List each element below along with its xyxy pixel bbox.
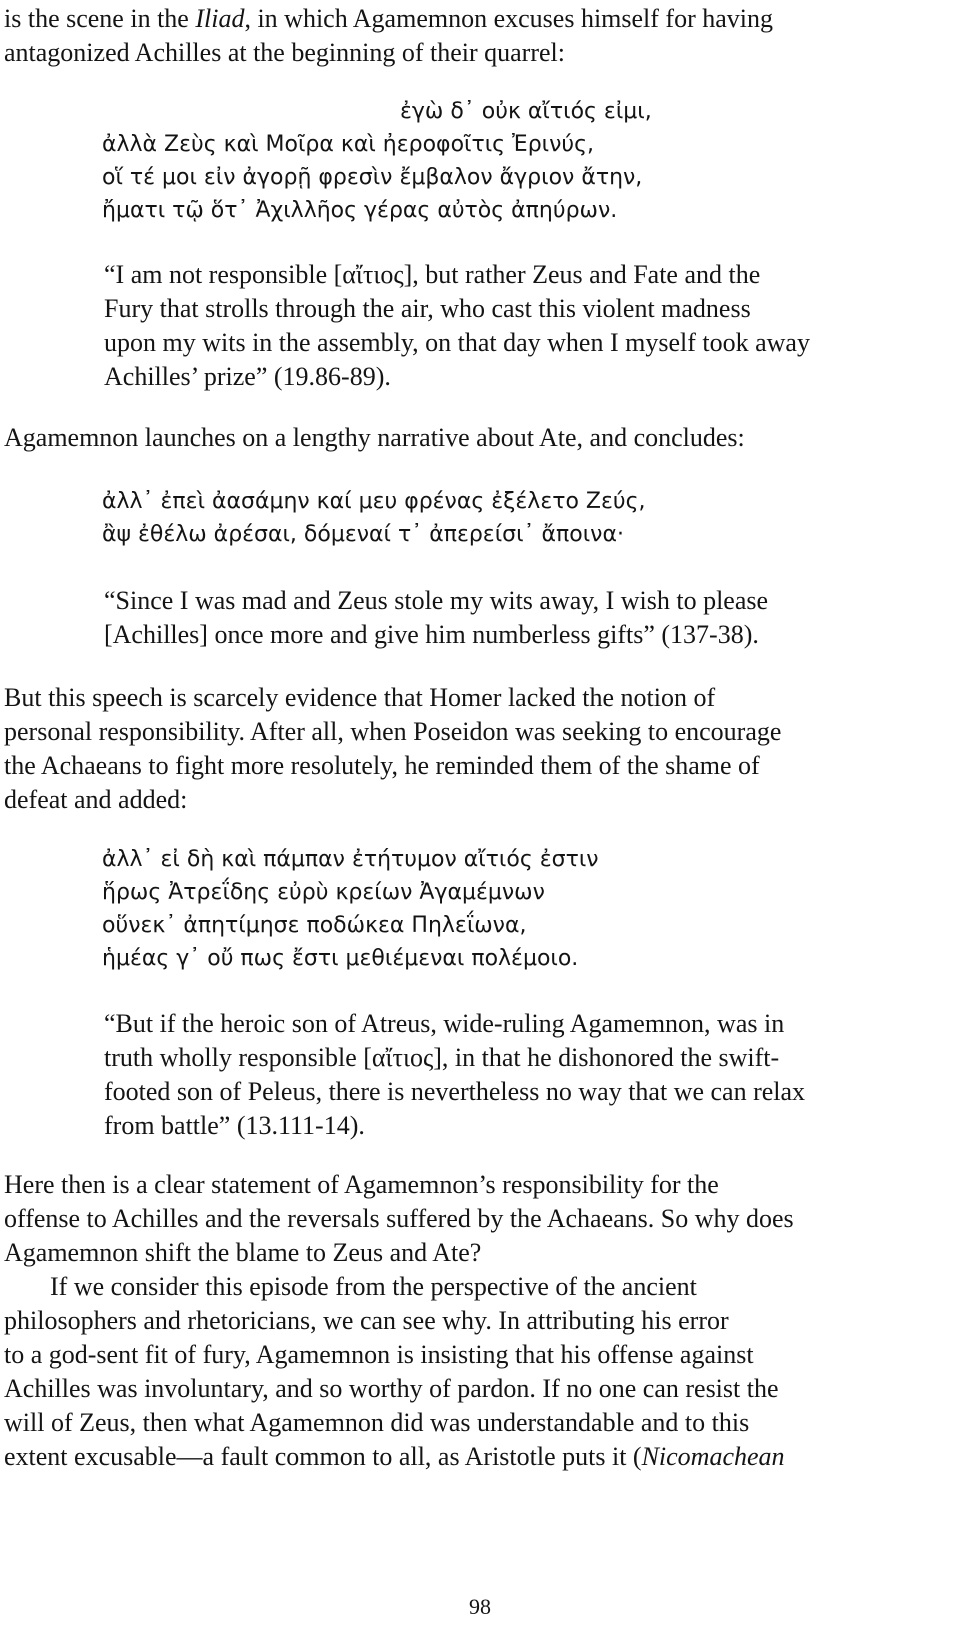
greek-quote-line: ἀλλ᾽ ἐπεὶ ἀασάμην καί μευ φρένας ἐξέλετο Ζεύς, (102, 489, 646, 514)
text-line: defeat and added: (4, 785, 188, 814)
text-line: the Achaeans to fight more resolutely, he reminded them of the shame of (4, 751, 760, 780)
greek-quote-line: ἀλλ᾽ εἰ δὴ καὶ πάμπαν ἐτήτυμον αἴτιός ἐστιν (102, 847, 599, 872)
intro-paragraph (4, 2, 954, 70)
text-line: Fury that strolls through the air, who cast this violent madness (104, 294, 751, 323)
text-line: truth wholly responsible [αἴτιος], in that he dishonored the swift- (104, 1043, 780, 1072)
greek-quote-line: ἥρως Ἀτρεΐδης εὐρὺ κρείων Ἀγαμέμνων (102, 880, 545, 905)
text-line: “But if the heroic son of Atreus, wide-ruling Agamemnon, was in (104, 1009, 785, 1038)
text-line: [Achilles] once more and give him numberless gifts” (137-38). (104, 620, 759, 649)
text-line: “Since I was mad and Zeus stole my wits away, I wish to please (104, 586, 769, 615)
text-line: is the scene in the Iliad, in which Agamemnon excuses himself for having (4, 4, 774, 33)
text-line: from battle” (13.111-14). (104, 1111, 365, 1140)
text-line: will of Zeus, then what Agamemnon did was understandable and to this (4, 1408, 750, 1437)
text-line: antagonized Achilles at the beginning of their quarrel: (4, 38, 565, 67)
body-paragraph (4, 681, 954, 817)
greek-quote-line: ἀλλὰ Ζεὺς καὶ Μοῖρα καὶ ἠεροφοῖτις Ἐρινύς, (102, 132, 595, 157)
body-paragraph (4, 421, 954, 455)
text-line: upon my wits in the assembly, on that day when I myself took away (104, 328, 810, 357)
page-number: 98 (469, 1594, 491, 1619)
text-line: extent excusable—a fault common to all, as Aristotle puts it (Nicomachean (4, 1442, 785, 1471)
greek-quote-line: ἤματι τῷ ὅτ᾽ Ἀχιλλῆος γέρας αὐτὸς ἀπηύρων. (102, 198, 618, 223)
body-paragraph (4, 1168, 954, 1270)
text-line: personal responsibility. After all, when Poseidon was seeking to encourage (4, 717, 782, 746)
text-line: to a god-sent fit of fury, Agamemnon is insisting that his offense against (4, 1340, 754, 1369)
text-line: offense to Achilles and the reversals suffered by the Achaeans. So why does (4, 1204, 794, 1233)
greek-quote-line: οὕνεκ᾽ ἀπητίμησε ποδώκεα Πηλεΐωνα, (102, 913, 527, 938)
iliad-title: Iliad (195, 4, 245, 33)
text-line: Here then is a clear statement of Agamemnon’s responsibility for the (4, 1170, 719, 1199)
body-paragraph (4, 1270, 954, 1474)
translation-quote (104, 584, 768, 652)
text-line: philosophers and rhetoricians, we can see why. In attributing his error (4, 1306, 729, 1335)
text-line: Achilles was involuntary, and so worthy of pardon. If no one can resist the (4, 1374, 779, 1403)
translation-quote (104, 258, 810, 394)
text-line: If we consider this episode from the perspective of the ancient (50, 1272, 697, 1301)
greek-quote-line: οἵ τέ μοι εἰν ἀγορῇ φρεσὶν ἔμβαλον ἄγριον ἄτην, (102, 165, 643, 190)
nicomachean-title: Nicomachean (641, 1442, 785, 1471)
text-line: Agamemnon launches on a lengthy narrative about Ate, and concludes: (4, 423, 745, 452)
greek-quote-line: ἐγὼ δ᾽ οὐκ αἴτιός εἰμι, (400, 99, 652, 124)
greek-quote-line: ἂψ ἐθέλω ἀρέσαι, δόμεναί τ᾽ ἀπερείσι᾽ ἄποινα· (102, 522, 624, 547)
text-line: Agamemnon shift the blame to Zeus and Ate? (4, 1238, 482, 1267)
translation-quote (104, 1007, 805, 1143)
text-line: Achilles’ prize” (19.86-89). (104, 362, 391, 391)
text-line: But this speech is scarcely evidence that Homer lacked the notion of (4, 683, 716, 712)
text-line: footed son of Peleus, there is nevertheless no way that we can relax (104, 1077, 806, 1106)
text-line: “I am not responsible [αἴτιος], but rather Zeus and Fate and the (104, 260, 761, 289)
greek-quote-line: ἡμέας γ᾽ οὔ πως ἔστι μεθιέμεναι πολέμοιο. (102, 946, 579, 971)
